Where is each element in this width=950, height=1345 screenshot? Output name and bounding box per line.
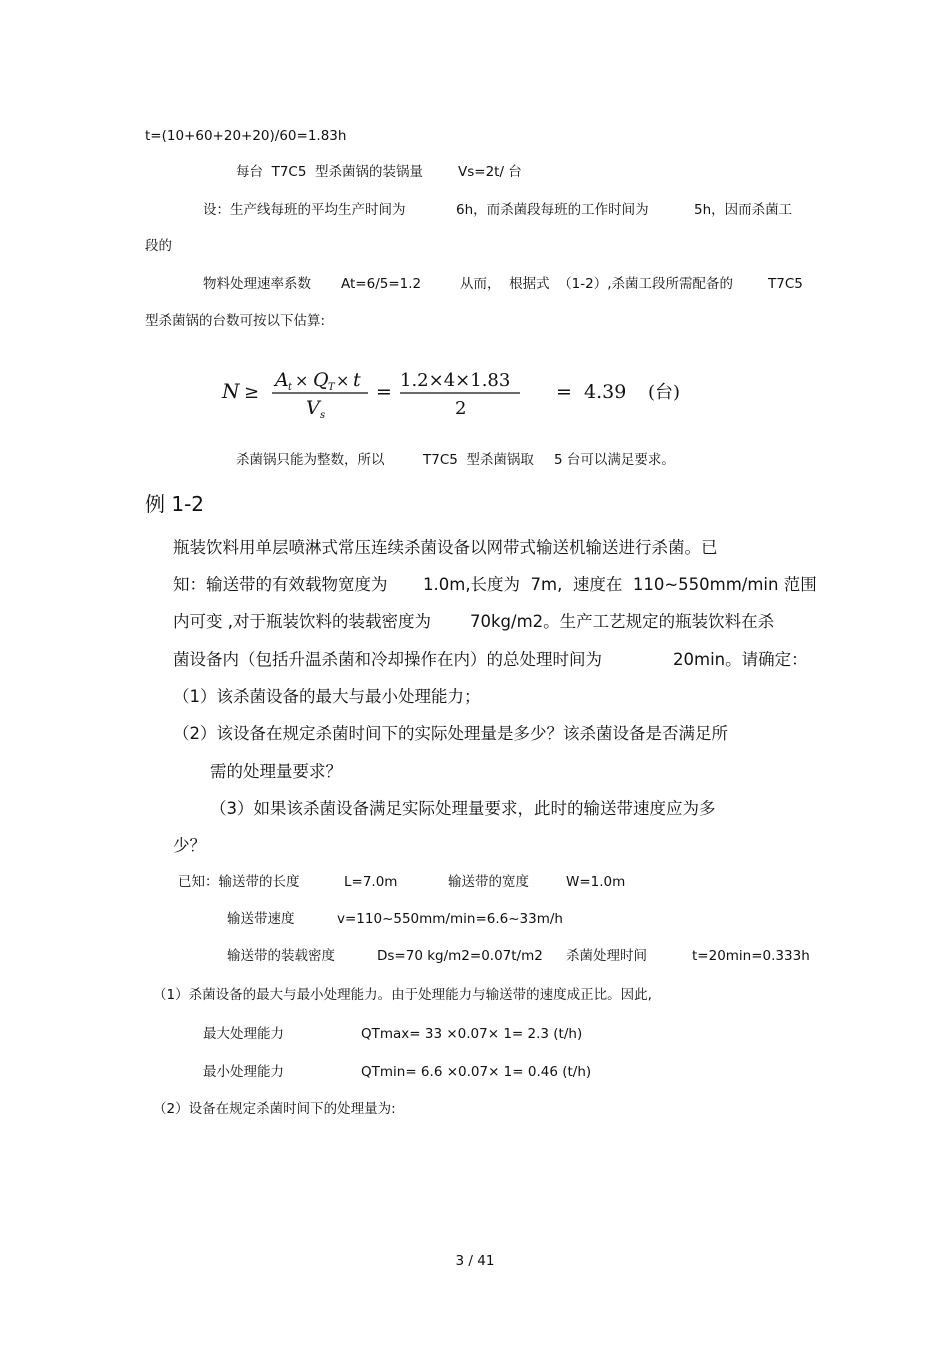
formula-eq1: = xyxy=(376,381,392,403)
given-width-value: W=1.0m xyxy=(566,874,626,890)
formula-times1: × xyxy=(295,371,309,390)
solution-step-2: （2）设备在规定杀菌时间下的处理量为: xyxy=(153,1101,396,1117)
rate-line-b: At=6/5=1.2 xyxy=(341,276,422,292)
given-width-label: 输送带的宽度 xyxy=(448,874,529,890)
min-capacity-label: 最小处理能力 xyxy=(203,1064,284,1080)
example-heading: 例 1-2 xyxy=(145,492,205,516)
load-line-label: 每台 T7C5 型杀菌锅的装锅量 xyxy=(236,164,424,180)
max-capacity-value: QTmax= 33 ×0.07× 1= 2.3 (t/h) xyxy=(361,1026,583,1042)
problem-line-2b: 1.0m,长度为 7m, 速度在 110~550mm/min 范围 xyxy=(423,575,817,594)
formula-times2: × xyxy=(336,371,350,390)
formula-num-a: A xyxy=(275,369,289,391)
load-line-value: Vs=2t/ 台 xyxy=(458,164,522,180)
formula-geq: ≥ xyxy=(244,382,260,403)
given-time-label: 杀菌处理时间 xyxy=(566,948,647,964)
problem-line-1: 瓶装饮料用单层喷淋式常压连续杀菌设备以网带式输送机输送进行杀菌。已 xyxy=(173,538,718,557)
conclusion-c: 5 台可以满足要求。 xyxy=(554,452,675,468)
problem-line-3b: 70kg/m2。生产工艺规定的瓶装饮料在杀 xyxy=(470,612,775,631)
problem-line-4b: 20min。请确定： xyxy=(673,650,808,669)
calc-time-line: t=(10+60+20+20)/60=1.83h xyxy=(145,128,347,144)
given-speed-value: v=110~550mm/min=6.6~33m/h xyxy=(337,911,563,927)
page-number: 3 / 41 xyxy=(455,1253,495,1269)
given-time-value: t=20min=0.333h xyxy=(692,948,810,964)
formula-result: 4.39 xyxy=(584,381,627,403)
question-3-cont: 少？ xyxy=(173,836,206,855)
problem-line-2a: 知：输送带的有效载物宽度为 xyxy=(173,575,388,594)
rate-line-a: 物料处理速率系数 xyxy=(203,276,311,292)
assume-line-c: 5h，因而杀菌工 xyxy=(694,202,793,218)
equipment-count-formula xyxy=(220,366,700,422)
conclusion-b: T7C5 型杀菌锅取 xyxy=(423,452,534,468)
assume-line-b: 6h，而杀菌段每班的工作时间为 xyxy=(456,202,649,218)
assume-line-cont: 段的 xyxy=(145,238,172,254)
assume-line-a: 设：生产线每班的平均生产时间为 xyxy=(203,202,406,218)
question-3: （3）如果该杀菌设备满足实际处理量要求，此时的输送带速度应为多 xyxy=(210,799,716,818)
given-length-label: 已知：输送带的长度 xyxy=(178,874,300,890)
formula-mid-num: 1.2×4×1.83 xyxy=(400,370,511,391)
formula-num-q-sub: T xyxy=(328,382,335,393)
formula-den-sub: s xyxy=(320,410,326,421)
question-2-cont: 需的处理量要求？ xyxy=(210,762,342,781)
given-length-value: L=7.0m xyxy=(344,874,398,890)
formula-num-t: t xyxy=(353,369,361,391)
formula-num-a-sub: t xyxy=(288,382,293,393)
given-density-label: 输送带的装载密度 xyxy=(227,948,335,964)
formula-den: V xyxy=(306,397,320,419)
rate-line-c: 从而， 根据式 （1-2）,杀菌工段所需配备的 xyxy=(460,276,734,292)
question-1: （1）该杀菌设备的最大与最小处理能力； xyxy=(173,687,481,706)
problem-line-4a: 菌设备内（包括升温杀菌和冷却操作在内）的总处理时间为 xyxy=(173,650,602,669)
given-density-value: Ds=70 kg/m2=0.07t/m2 xyxy=(377,948,543,964)
formula-eq2: = xyxy=(556,381,572,403)
solution-step-1: （1）杀菌设备的最大与最小处理能力。由于处理能力与输送带的速度成正比。因此, xyxy=(153,987,652,1003)
given-speed-label: 输送带速度 xyxy=(227,911,295,927)
rate-line-d: T7C5 xyxy=(768,276,803,292)
rate-line-cont: 型杀菌锅的台数可按以下估算: xyxy=(145,313,326,329)
question-2: （2）该设备在规定杀菌时间下的实际处理量是多少？该杀菌设备是否满足所 xyxy=(173,724,728,743)
max-capacity-label: 最大处理能力 xyxy=(203,1026,284,1042)
formula-lhs: N xyxy=(222,379,240,403)
problem-line-3a: 内可变 ,对于瓶装饮料的装载密度为 xyxy=(173,612,431,631)
conclusion-a: 杀菌锅只能为整数，所以 xyxy=(236,452,385,468)
formula-num-q: Q xyxy=(313,369,329,391)
min-capacity-value: QTmin= 6.6 ×0.07× 1= 0.46 (t/h) xyxy=(361,1064,592,1080)
formula-mid-den: 2 xyxy=(455,398,467,419)
formula-unit: (台) xyxy=(648,382,681,403)
